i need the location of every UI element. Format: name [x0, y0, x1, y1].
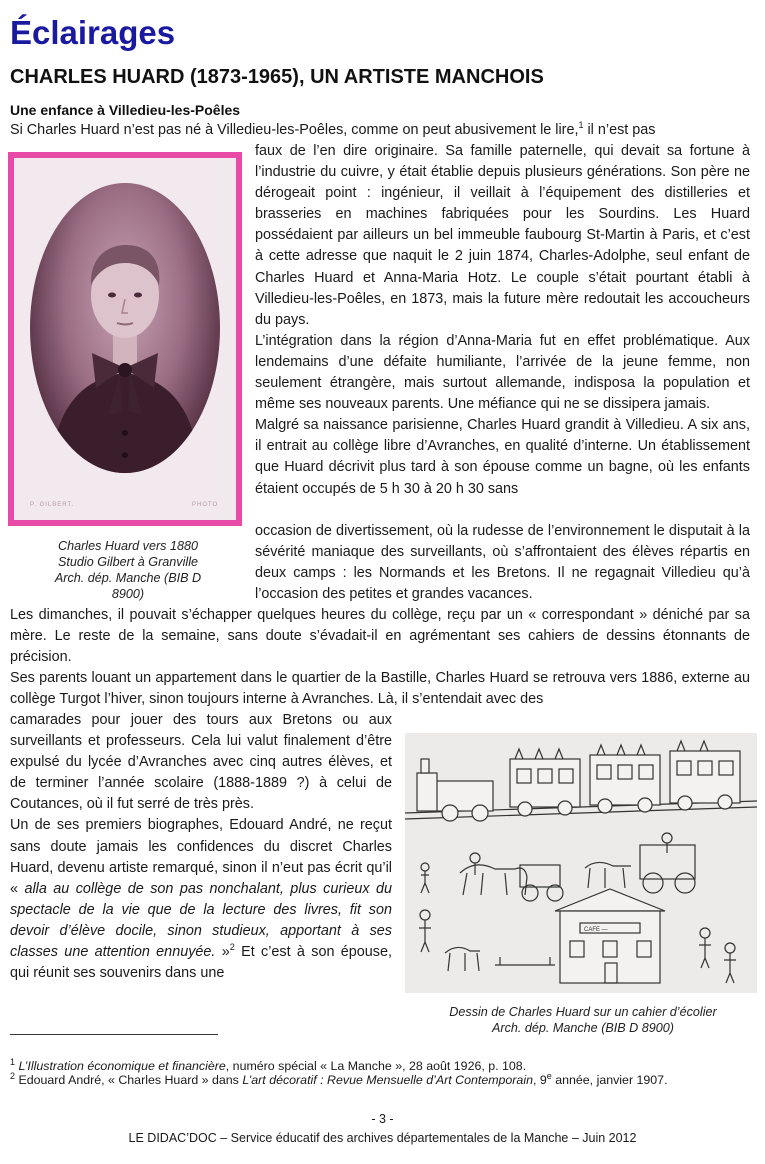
intro-line [10, 120, 750, 141]
footnote-source-date: année, janvier 1907. [551, 1073, 668, 1087]
right-column-text [255, 141, 750, 500]
footnote-ordinal: e [546, 1070, 552, 1081]
footnote-number: 2 [10, 1070, 16, 1081]
school-drawing [405, 733, 757, 993]
section-subheading: Une enfance à Villedieu-les-Poêles [10, 102, 241, 118]
paragraph-sundays: Les dimanches, il pouvait s’échapper quelques heures du collège, reçu par un « correspondant » déniché par sa mère. Le reste de la semaine, sans doute s’évadait-il en agrémentant ses cahiers de dessins étonnants de précision. [10, 607, 750, 666]
footnote-source-title: L’Illustration économique et financière [18, 1059, 226, 1073]
drawing-caption-line: Arch. dép. Manche (BIB D 8900) [491, 1021, 674, 1035]
photo-mark: PHOTO [192, 502, 219, 508]
drawing-caption-line: Dessin de Charles Huard sur un cahier d’écolier [449, 1005, 717, 1019]
footnote-source-details: , 9 [532, 1073, 547, 1087]
paragraph-pranks: camarades pour jouer des tours aux Bretons ou aux surveillants et professeurs. Cela lui valut finalement d’être expulsé du lycée d’Avranches avec cinq autres élèves, et de terminer l’année scolaire (1888-1889 ?) à celui de Coutances, où il fut serré de très près. [10, 712, 392, 813]
paragraph-childhood: Malgré sa naissance parisienne, Charles Huard grandit à Villedieu. A six ans, il entrait au collège libre d’Avranches, en qualité d’interne. Un établissement que Huard décrivit plus tard à son épouse comme un bagne, où les enfants étaient occupés de 5 h 30 à 20 h 30 sans [255, 417, 750, 497]
section-kicker: Éclairages [10, 14, 176, 51]
boy-portrait-illustration [30, 183, 220, 473]
paragraph-childhood-cont: occasion de divertissement, où la rudesse de l’environnement le disputait à la sévérité maniaque des surveillants, où s’affrontaient des élèves répartis en deux camps : les Normands et les Bretons. Il ne regagnait Villedieu qu’à l’occasion des petites et grandes vacances. [255, 523, 750, 603]
footnote-number: 1 [10, 1056, 16, 1067]
photo-caption-line: 8900) [111, 587, 145, 601]
left-column-text [10, 710, 392, 984]
footnote-ref-2[interactable]: 2 [229, 942, 235, 953]
page-title: CHARLES HUARD (1873-1965), UN ARTISTE MANCHOIS [10, 66, 544, 88]
page-footer: LE DIDAC’DOC – Service éducatif des archives départementales de la Manche – Juin 2012 [128, 1131, 637, 1145]
paragraph-bastille: Ses parents louant un appartement dans le quartier de la Bastille, Charles Huard se retrouva vers 1886, externe au collège Turgot l’hiver, sinon toujours interne à Avranches. Là, il s’entendait avec des [10, 670, 750, 708]
footnote-separator [10, 1034, 218, 1035]
full-width-text [10, 605, 750, 710]
photo-caption-line: Charles Huard vers 1880 [57, 539, 198, 553]
paragraph-origins: faux de l’en dire originaire. Sa famille paternelle, qui devait sa fortune à l’industrie du cuivre, y était établie depuis plusieurs générations. Son père ne dérogeait point : ingénieur, il veillait à l’équipement des distilleries et brasseries en machines fabriquées pour les Sourdins. Les Huard possédaient par ailleurs un bel immeuble faubourg St-Martin à Paris, et c’est à cette adresse que naquit le 2 juin 1874, Charles-Adolphe, seul enfant de Charles Huard et Anna-Maria Hotz. Le couple s’était pourtant établi à Villedieu-les-Poêles, en 1873, mais la future mère redoutait les accoucheurs du pays. [255, 143, 750, 328]
train-and-carriages-sketch [405, 733, 757, 993]
intro-tail: il n’est pas [583, 122, 656, 138]
photo-caption-line: Studio Gilbert à Granville [58, 555, 198, 569]
biographer-lead: Un de ses premiers biographes, Edouard André, ne reçut sans doute jamais les confidences du discret Charles Huard, devenu artiste remarqué, sinon il n’eut pas écrit qu’il « [10, 817, 392, 897]
intro-lead: Si Charles Huard n’est pas né à Villedieu-les-Poêles, comme on peut abusivement le lire, [10, 122, 579, 138]
paragraph-biographer [10, 815, 392, 984]
footnote-source-title: L’art décoratif : Revue Mensuelle d’Art Contemporain [242, 1073, 533, 1087]
biographer-tail: Et c’est à son épouse, qui réunit ses souvenirs dans une [10, 944, 392, 982]
paragraph-integration: L’intégration dans la région d’Anna-Maria fut en effet problématique. Aux lendemains d’une défaite humiliante, l’arrivée de la jeune femme, non seulement étrangère, mais surtout allemande, indisposa la population et même ses nouveaux parents. Une méfiance qui ne se dissipera jamais. [255, 332, 750, 413]
right-column-text-continued [255, 521, 750, 605]
drawing-caption [410, 1004, 756, 1036]
house-sign-text: CAFE — [584, 927, 608, 933]
footnote-ref-1[interactable]: 1 [578, 120, 584, 131]
photo-caption-line: Arch. dép. Manche (BIB D [54, 571, 202, 585]
boy-portrait-photo [30, 183, 220, 473]
biographer-quote: alla au collège de son pas nonchalant, plus curieux du spectacle de la vie que de la lecture des livres, fit son devoir d’élève docile, sinon studieux, apportant à ses classes une attention ennuyée. [10, 880, 392, 961]
photo-caption [14, 538, 242, 602]
footnote-source-details: , numéro spécial « La Manche », 28 août 1926, p. 108. [225, 1059, 527, 1073]
footnote-author: Edouard André, « Charles Huard » dans [15, 1073, 243, 1087]
photo-studio-mark: P. GILBERT. [30, 502, 75, 508]
biographer-quote-close: » [215, 944, 230, 961]
page-number: - 3 - [371, 1112, 394, 1126]
footnote-2 [10, 1070, 750, 1089]
